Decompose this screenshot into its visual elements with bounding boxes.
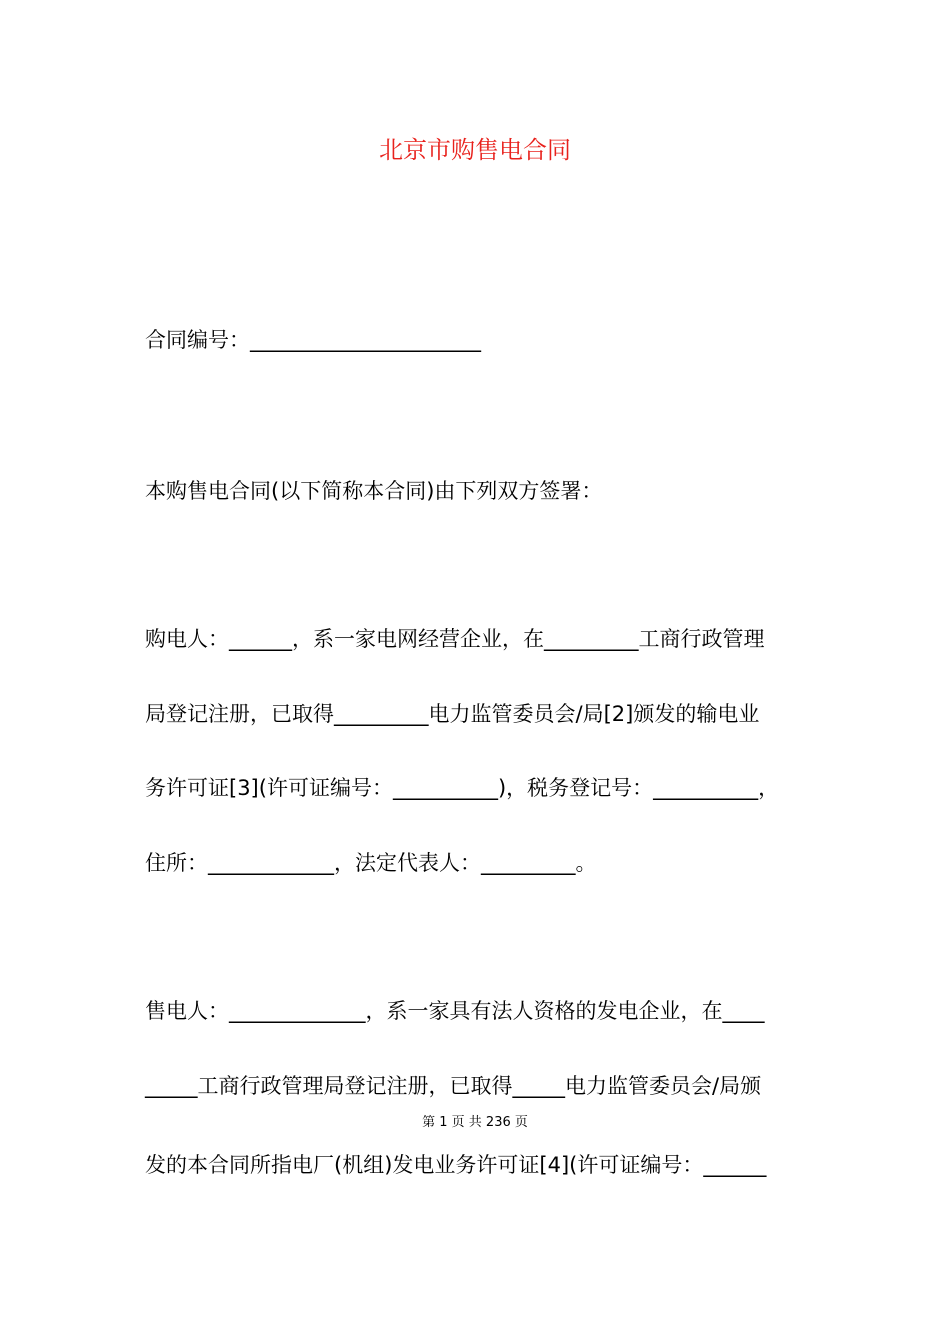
contract-number-line: 合同编号：______________________ [145, 328, 481, 352]
seller-paragraph-line-2: _____工商行政管理局登记注册，已取得_____电力监管委员会/局颁 [145, 1074, 762, 1098]
buyer-paragraph-line-3: 务许可证[3](许可证编号：__________)，税务登记号：__________， [145, 776, 780, 800]
page-footer: 第 1 页 共 236 页 [422, 1115, 528, 1130]
seller-paragraph-line-3: 发的本合同所指电厂(机组)发电业务许可证[4](许可证编号：______ [145, 1153, 767, 1177]
document-title: 北京市购售电合同 [379, 136, 571, 164]
seller-paragraph-line-1: 售电人：_____________，系一家具有法人资格的发电企业，在____ [145, 999, 765, 1023]
buyer-paragraph-line-1: 购电人：______，系一家电网经营企业，在_________工商行政管理 [145, 627, 765, 651]
buyer-paragraph-line-4: 住所：____________，法定代表人：_________。 [145, 851, 597, 875]
intro-paragraph-line: 本购售电合同(以下简称本合同)由下列双方签署： [145, 479, 603, 503]
buyer-paragraph-line-2: 局登记注册，已取得_________电力监管委员会/局[2]颁发的输电业 [145, 702, 760, 726]
